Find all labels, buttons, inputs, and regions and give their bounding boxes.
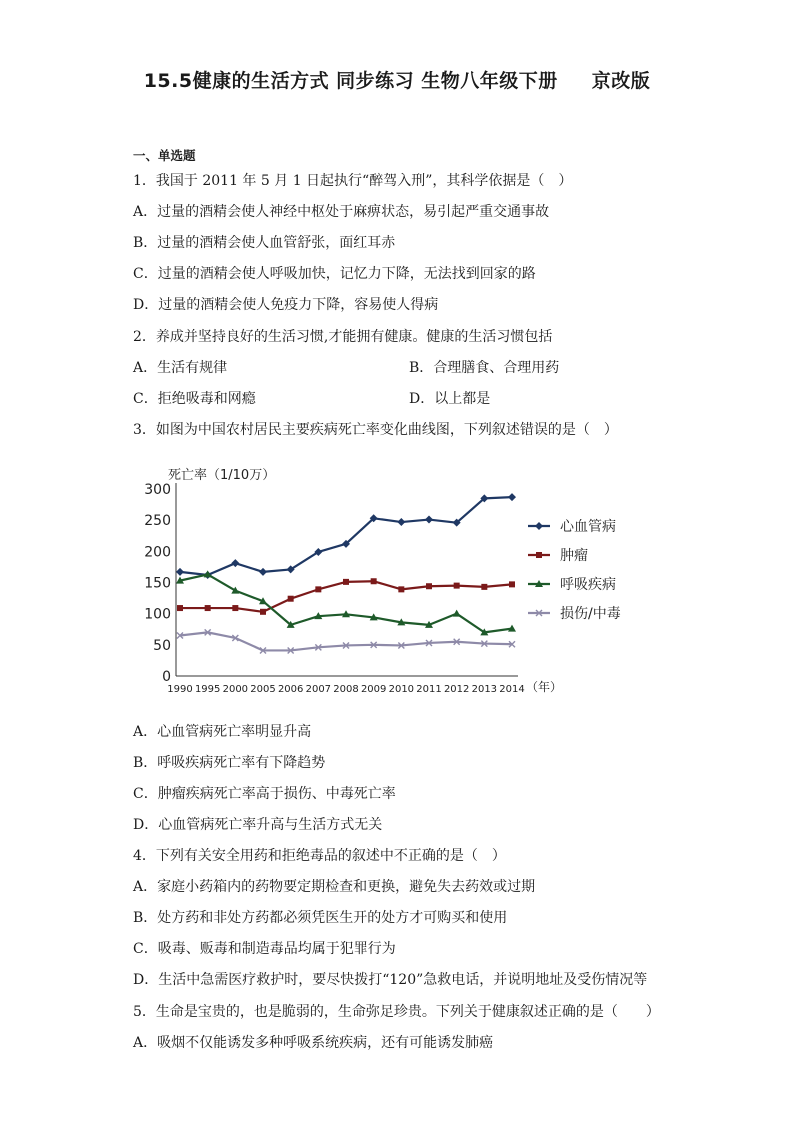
data-point xyxy=(343,579,349,585)
question-5-stem: 5．生命是宝贵的，也是脆弱的，生命弥足珍贵。下列关于健康叙述正确的是（ ） xyxy=(133,1004,660,1020)
question-1-option-b: B．过量的酒精会使人血管舒张，面红耳赤 xyxy=(133,235,396,251)
legend-entry: 损伤/中毒 xyxy=(560,606,621,622)
question-4-option-c: C．吸毒、贩毒和制造毒品均属于犯罪行为 xyxy=(133,941,396,957)
data-point xyxy=(508,493,516,501)
chart-y-tick-label: 0 xyxy=(162,669,171,685)
series-line-1 xyxy=(180,581,512,612)
data-point xyxy=(426,583,432,589)
title-main: 15.5健康的生活方式 同步练习 生物八年级下册 xyxy=(143,70,558,92)
data-point xyxy=(232,605,238,611)
data-point xyxy=(231,559,239,567)
chart-x-tick-label: 1990 xyxy=(167,684,193,695)
legend-entry: 呼吸疾病 xyxy=(560,577,616,593)
chart-x-tick-label: 2009 xyxy=(360,684,387,695)
chart-x-tick-label: 2008 xyxy=(333,684,359,695)
data-point xyxy=(177,605,183,611)
data-point xyxy=(454,583,460,589)
chart-x-tick-label: 2011 xyxy=(416,684,442,695)
question-3-stem: 3．如图为中国农村居民主要疾病死亡率变化曲线图，下列叙述错误的是（ ） xyxy=(133,422,618,438)
chart-ylabel: 死亡率（1/10万） xyxy=(168,468,276,483)
chart-x-tick-label: 2012 xyxy=(443,684,470,695)
legend-entry: 心血管病 xyxy=(560,519,616,535)
section-heading: 一、单选题 xyxy=(133,148,196,163)
question-3-option-a: A．心血管病死亡率明显升高 xyxy=(133,724,312,740)
chart-x-tick-label: 2006 xyxy=(277,684,304,695)
chart-xlabel: （年） xyxy=(526,680,563,694)
question-3-option-d: D．心血管病死亡率升高与生活方式无关 xyxy=(133,817,383,833)
chart-y-tick-label: 100 xyxy=(144,606,171,623)
chart-x-tick-label: 2005 xyxy=(250,684,276,695)
chart-x-tick-label: 2007 xyxy=(305,684,332,695)
chart-y-tick-label: 250 xyxy=(144,513,171,530)
question-2-option-c: C．拒绝吸毒和网瘾 xyxy=(133,391,256,407)
data-point xyxy=(205,605,211,611)
data-point xyxy=(397,518,405,526)
chart-x-tick-label: 2000 xyxy=(222,684,249,695)
data-point xyxy=(259,568,267,576)
data-point xyxy=(315,586,321,592)
question-5-option-a: A．吸烟不仅能诱发多种呼吸系统疾病，还有可能诱发肺癌 xyxy=(133,1035,494,1051)
data-point xyxy=(371,578,377,584)
question-4-stem: 4．下列有关安全用药和拒绝毒品的叙述中不正确的是（ ） xyxy=(133,848,506,864)
chart-x-tick-label: 1995 xyxy=(194,684,221,695)
chart-y-tick-label: 150 xyxy=(144,575,171,592)
question-4-option-b: B．处方药和非处方药都必须凭医生开的处方才可购买和使用 xyxy=(133,910,508,926)
question-1-option-d: D．过量的酒精会使人免疫力下降，容易使人得病 xyxy=(133,297,439,313)
question-2-option-a: A．生活有规律 xyxy=(133,360,228,376)
chart-y-tick-label: 200 xyxy=(144,544,171,561)
chart-y-tick-label: 50 xyxy=(153,637,171,654)
series-line-3 xyxy=(180,632,512,650)
legend-entry: 肿瘤 xyxy=(560,548,588,564)
data-point xyxy=(453,610,461,617)
data-point xyxy=(481,584,487,590)
mortality-chart-svg xyxy=(140,462,640,702)
question-2-option-b: B．合理膳食、合理用药 xyxy=(409,360,560,376)
question-3-option-c: C．肿瘤疾病死亡率高于损伤、中毒死亡率 xyxy=(133,786,396,802)
data-point xyxy=(260,609,266,615)
legend-swatch-marker xyxy=(536,552,542,558)
question-4-option-d: D．生活中急需医疗救护时，要尽快拨打“120”急救电话，并说明地址及受伤情况等 xyxy=(133,972,648,988)
data-point xyxy=(288,596,294,602)
data-point xyxy=(176,568,184,576)
question-1-stem: 1．我国于 2011 年 5 月 1 日起执行“醉驾入刑”，其科学依据是（ ） xyxy=(133,173,573,189)
question-2-option-d: D．以上都是 xyxy=(409,391,491,407)
question-4-option-a: A．家庭小药箱内的药物要定期检查和更换，避免失去药效或过期 xyxy=(133,879,536,895)
chart-y-tick-label: 300 xyxy=(144,482,171,498)
chart-series-group xyxy=(176,493,516,653)
chart-legend xyxy=(528,519,621,622)
question-1-option-a: A．过量的酒精会使人神经中枢处于麻痹状态，易引起严重交通事故 xyxy=(133,204,550,220)
chart-x-tick-label: 2010 xyxy=(388,684,415,695)
mortality-chart xyxy=(140,462,640,702)
chart-axes xyxy=(144,482,562,695)
data-point xyxy=(398,586,404,592)
chart-x-tick-label: 2014 xyxy=(499,684,525,695)
data-point xyxy=(425,516,433,524)
title-edition: 京改版 xyxy=(591,70,651,92)
question-3-option-b: B．呼吸疾病死亡率有下降趋势 xyxy=(133,755,326,771)
legend-swatch-marker xyxy=(535,522,543,530)
question-2-stem: 2．养成并坚持良好的生活习惯,才能拥有健康。健康的生活习惯包括 xyxy=(133,329,553,345)
chart-x-tick-label: 2013 xyxy=(471,684,498,695)
series-line-0 xyxy=(180,497,512,575)
data-point xyxy=(509,581,515,587)
question-1-option-c: C．过量的酒精会使人呼吸加快，记忆力下降，无法找到回家的路 xyxy=(133,266,536,282)
page-title xyxy=(0,66,794,93)
